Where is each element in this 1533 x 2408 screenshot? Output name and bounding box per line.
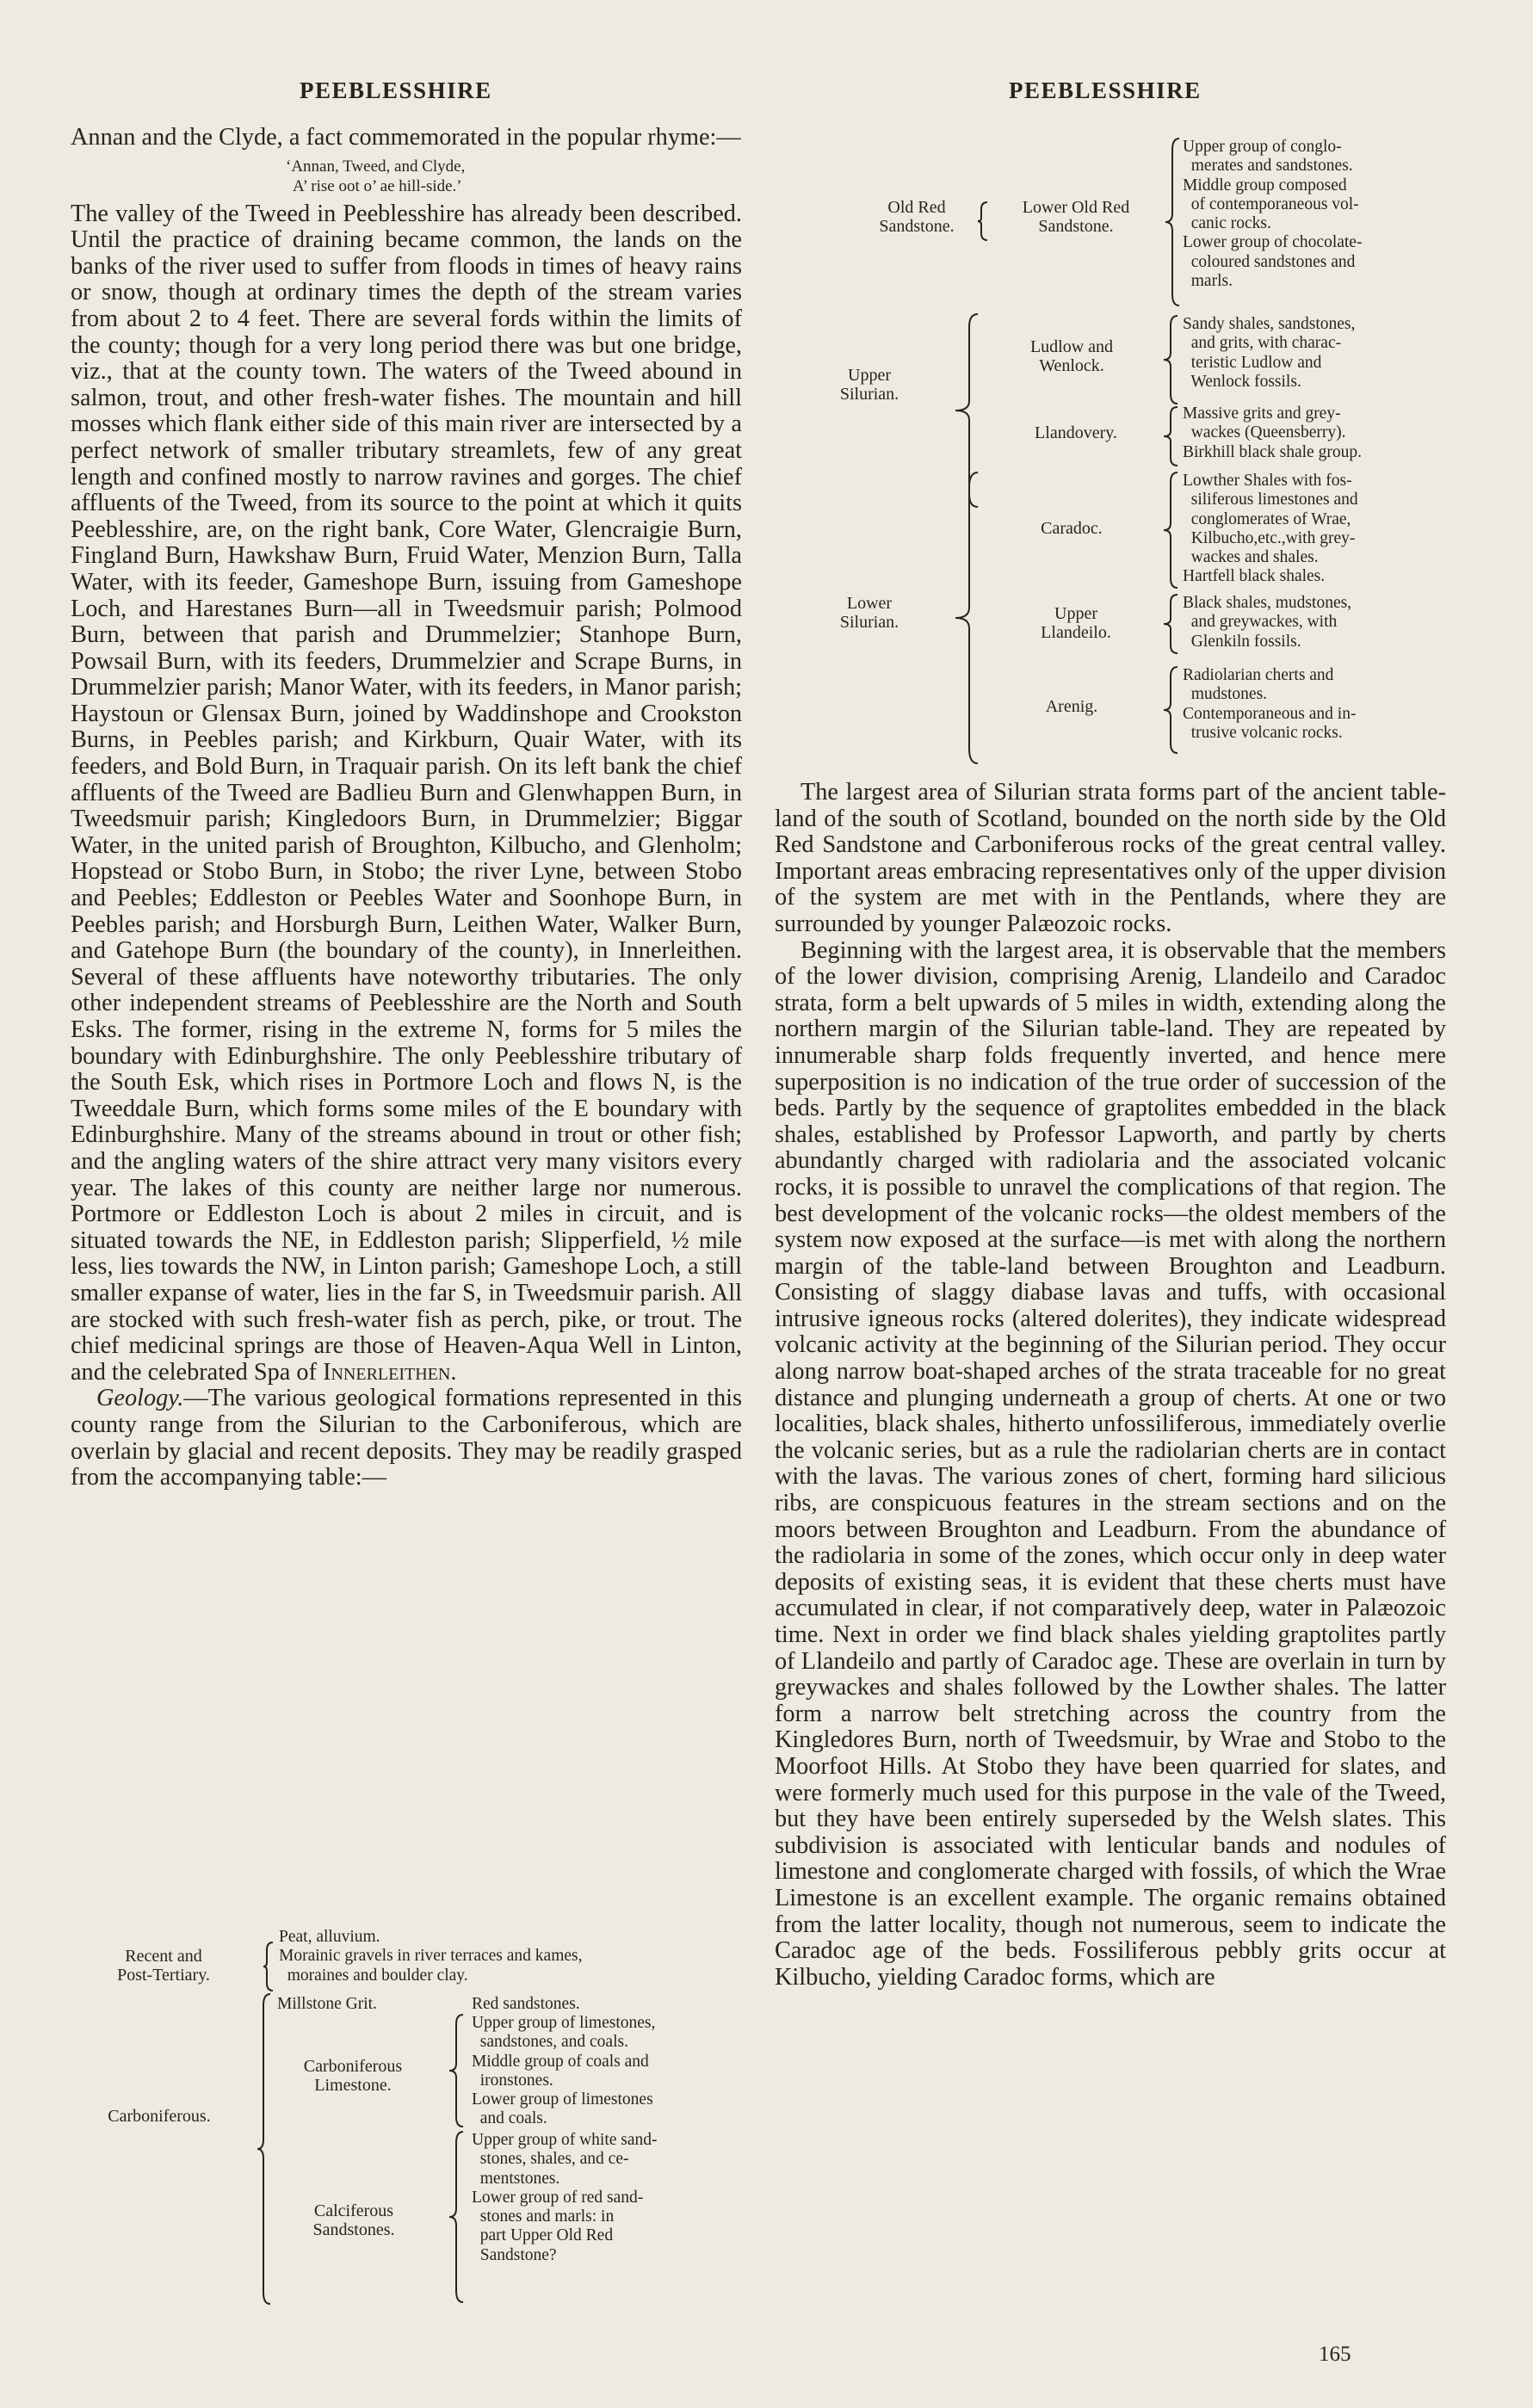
- label-ludlow: Ludlow and Wenlock.: [1029, 337, 1114, 376]
- llandovery-items: Massive grits and grey- wackes (Queensberry). Birkhill black shale group.: [1183, 404, 1362, 461]
- brace-caradoc: [1162, 472, 1179, 589]
- label-llandovery: Llandovery.: [1035, 423, 1117, 442]
- label-upper-silurian: Upper Silurian.: [839, 366, 899, 404]
- red-sandstones: Red sandstones.: [472, 1995, 580, 2013]
- running-header-left: PEEBLESSHIRE: [300, 77, 492, 103]
- label-caradoc: Caradoc.: [1041, 519, 1103, 538]
- brace-carb-limestone: [448, 2014, 465, 2127]
- label-arenig: Arenig.: [1045, 697, 1098, 716]
- paragraph-silurian-area: The largest area of Silurian strata forms part of the ancient table-land of the south of Scotland, bounded on the north side by the Old Red Sandstone and Carboniferous rocks of the great central valley. Important areas embracing representatives only of the upper division of the system are met with in the Pentlands, where they are surrounded by younger Palæozoic rocks.: [775, 779, 1446, 937]
- brace-llandeilo: [1162, 594, 1179, 654]
- brace-llandovery: [1162, 406, 1179, 466]
- label-carb-limestone: Carboniferous Limestone.: [303, 2057, 403, 2096]
- brace-ludlow: [1162, 315, 1179, 404]
- carb-limestone-items: Upper group of limestones, sandstones, and coals. Middle group of coals and ironstones. Lower group of limestones and coals.: [472, 2014, 656, 2128]
- caradoc-items: Lowther Shales with fos- siliferous limestones and conglomerates of Wrae, Kilbucho,etc.,with grey- wackes and shales. Hartfell black shales.: [1183, 472, 1358, 586]
- brace-old-red: [977, 201, 989, 241]
- label-carboniferous: Carboniferous.: [108, 2107, 211, 2126]
- paragraph-rivers: [71, 201, 742, 1386]
- geology-heading: Geology.: [96, 1385, 184, 1412]
- label-lower-old-red: Lower Old Red Sandstone.: [1022, 198, 1130, 237]
- rivers-end: .: [450, 1358, 457, 1386]
- brace-lower-old-red: [1164, 138, 1181, 306]
- label-calciferous: Calciferous Sandstones.: [312, 2201, 395, 2240]
- label-llandeilo: Upper Llandeilo.: [1041, 604, 1111, 643]
- brace-lower-silurian: [954, 472, 980, 764]
- geology-text: —The various geological formations represented in this county range from the Silurian to the Carboniferous, which are overlain by glacial and recent deposits. They may be readily grasped from the accompanying table:—: [71, 1385, 742, 1491]
- right-column: [775, 780, 1446, 1991]
- ludlow-items: Sandy shales, sandstones, and grits, with charac- teristic Ludlow and Wenlock fossils.: [1183, 315, 1356, 391]
- old-red-items: Upper group of conglo- merates and sandstones. Middle group composed of contemporaneous vol- canic rocks. Lower group of chocolate- coloured sandstones and marls.: [1183, 138, 1363, 291]
- label-lower-silurian: Lower Silurian.: [839, 594, 899, 633]
- label-old-red: Old Red Sandstone.: [879, 198, 955, 237]
- innerleithen-ref: Innerleithen: [323, 1358, 451, 1386]
- brace-calciferous: [448, 2131, 465, 2303]
- rhyme-quote: [286, 157, 742, 196]
- label-recent: Recent and Post-Tertiary.: [117, 1947, 210, 1985]
- recent-items: Peat, alluvium. Morainic gravels in river terraces and kames, moraines and boulder clay.: [279, 1928, 583, 1985]
- rhyme-line-1: ‘Annan, Tweed, and Clyde,: [286, 157, 466, 176]
- rivers-text: The valley of the Tweed in Peeblesshire has already been described. Until the practice of draining became common, the lands on the banks of the river used to suffer from floods in times of heavy rains or snow, though at ordinary times the depth of the stream varies from about 2 to 4 feet. There are several fords within the limits of the county; though for a very long period there was but one bridge, viz., that at the county town. The waters of the Tweed abound in salmon, trout, and other fresh-water fishes. The mountain and hill mosses which flank either side of this main river are intersected by a perfect network of smaller tributary streamlets, few of any great length and confined mostly to narrow ravines and gorges. The chief affluents of the Tweed, from its source to the point at which it quits Peeblesshire, are, on the right bank, Core Water, Glencraigie Burn, Fingland Burn, Hawkshaw Burn, Fruid Water, Menzion Burn, Talla Water, with its feeder, Gameshope Burn, issuing from Gameshope Loch, and Harestanes Burn—all in Tweedsmuir parish; Polmood Burn, between that parish and Drummelzier; Stanhope Burn, Powsail Burn, with its feeders, Drummelzier and Scrape Burns, in Drummelzier parish; Manor Water, with its feeders, in Manor parish; Haystoun or Glensax Burn, joined by Waddinshope and Crookston Burns, in Peebles parish; and Kirkburn, Quair Water, with its feeders, and Bold Burn, in Traquair parish. On its left bank the chief affluents of the Tweed are Badlieu Burn and Glenwhappen Burn, in Tweedsmuir parish; Kingledoors Burn, in Drummelzier; Biggar Water, in the united parish of Broughton, Kilbucho, and Glenholm; Hopstead or Stobo Burn, in Stobo; the river Lyne, between Stobo and Peebles; Eddleston or Peebles Water and Soonhope Burn, in Peebles parish; and Horsburgh Burn, Leithen Water, Walker Burn, and Gatehope Burn (the boundary of the county), in Innerleithen. Several of these affluents have noteworthy tributaries. The only other independent streams of Peeblesshire are the North and South Esks. The former, rising in the extreme N, forms for 5 miles the boundary with Edinburghshire. The only Peeblesshire tributary of the South Esk, which rises in Portmore Loch and flows N, is the Tweeddale Burn, which forms some miles of the E boundary with Edinburghshire. Many of the streams abound in trout or other fish; and the angling waters of the shire attract very many visitors every year. The lakes of this county are neither large nor numerous. Portmore or Eddleston Loch is about 2 miles in circuit, and is situated towards the NE, in Eddleston parish; Slipperfield, ½ mile less, lies towards the NW, in Linton parish; Gameshope Loch, a still smaller expanse of water, lies in the far S, in Tweedsmuir parish. All are stocked with such fresh-water fish as perch, pike, or trout. The chief medicinal springs are those of Heaven-Aqua Well in Linton, and the celebrated Spa of: [71, 200, 742, 1386]
- millstone-grit: Millstone Grit.: [277, 1995, 377, 2013]
- arenig-items: Radiolarian cherts and mudstones. Contemporaneous and in- trusive volcanic rocks.: [1183, 666, 1357, 742]
- page-number: 165: [1319, 2343, 1351, 2366]
- left-column: [71, 125, 742, 1491]
- rhyme-line-2: A’ rise oot o’ ae hill-side.’: [293, 176, 462, 195]
- running-header-right: PEEBLESSHIRE: [1009, 77, 1202, 103]
- brace-recent: [263, 1942, 275, 1991]
- brace-arenig: [1162, 666, 1179, 754]
- brace-carboniferous: [257, 1993, 272, 2305]
- paragraph-geology: [71, 1386, 742, 1491]
- llandeilo-items: Black shales, mudstones, and greywackes, with Glenkiln fossils.: [1183, 594, 1352, 651]
- calciferous-items: Upper group of white sand- stones, shales, and ce- mentstones. Lower group of red sand- stones and marls: in part Upper Old Red Sandstone?: [472, 2131, 658, 2264]
- paragraph-lower-division: Beginning with the largest area, it is observable that the members of the lower division, comprising Arenig, Llandeilo and Caradoc strata, form a belt upwards of 5 miles in width, extending along the northern margin of the Silurian table-land. They are repeated by innumerable sharp folds frequently inverted, and hence mere superposition is no indication of the true order of succession of the beds. Partly by the sequence of graptolites embedded in the black shales, established by Professor Lapworth, and partly by cherts abundantly charged with radiolaria and the associated volcanic rocks, it is possible to unravel the complications of that region. The best development of the volcanic rocks—the oldest members of the system now exposed at the surface—is met with along the northern margin of the table-land between Broughton and Leadburn. Consisting of slaggy diabase lavas and tuffs, with occasional intrusive igneous rocks (altered dolerites), they indicate widespread volcanic activity at the beginning of the Silurian period. They occur along narrow boat-shaped arches of the strata traceable for no great distance and plunging underneath a group of cherts. At one or two localities, black shales, hitherto unfossiliferous, immediately overlie the volcanic series, but as a rule the radiolarian cherts are in contact with the lavas. The various zones of chert, forming hard silicious ribs, are conspicuous features in the stream sections and on the moors between Broughton and Leadburn. From the abundance of the radiolaria in some of the zones, which occur only in deep water deposits of existing seas, it is evident that these cherts must have accumulated in clear, if not comparatively deep, water in Palæozoic time. Next in order we find black shales yielding graptolites partly of Llandeilo and partly of Caradoc age. These are overlain in turn by greywackes and shales followed by the Lowther shales. The latter form a narrow belt stretching across the country from the Kingledores Burn, north of Tweedsmuir, by Wrae and Stobo to the Moorfoot Hills. At Stobo they have been quarried for slates, and were formerly much used for this purpose in the vale of the Tweed, but they have been entirely superseded by the Welsh slates. This subdivision is associated with lenticular bands and nodules of limestone and conglomerate charged with fossils, of which the Wrae Limestone is an excellent example. The organic remains obtained from the latter locality, though not numerous, seem to indicate the Caradoc age of the beds. Fossiliferous pebbly grits occur at Kilbucho, yielding Caradoc forms, which are: [775, 936, 1446, 1991]
- paragraph-rhyme-intro: Annan and the Clyde, a fact commemorated in the popular rhyme:—: [71, 124, 741, 151]
